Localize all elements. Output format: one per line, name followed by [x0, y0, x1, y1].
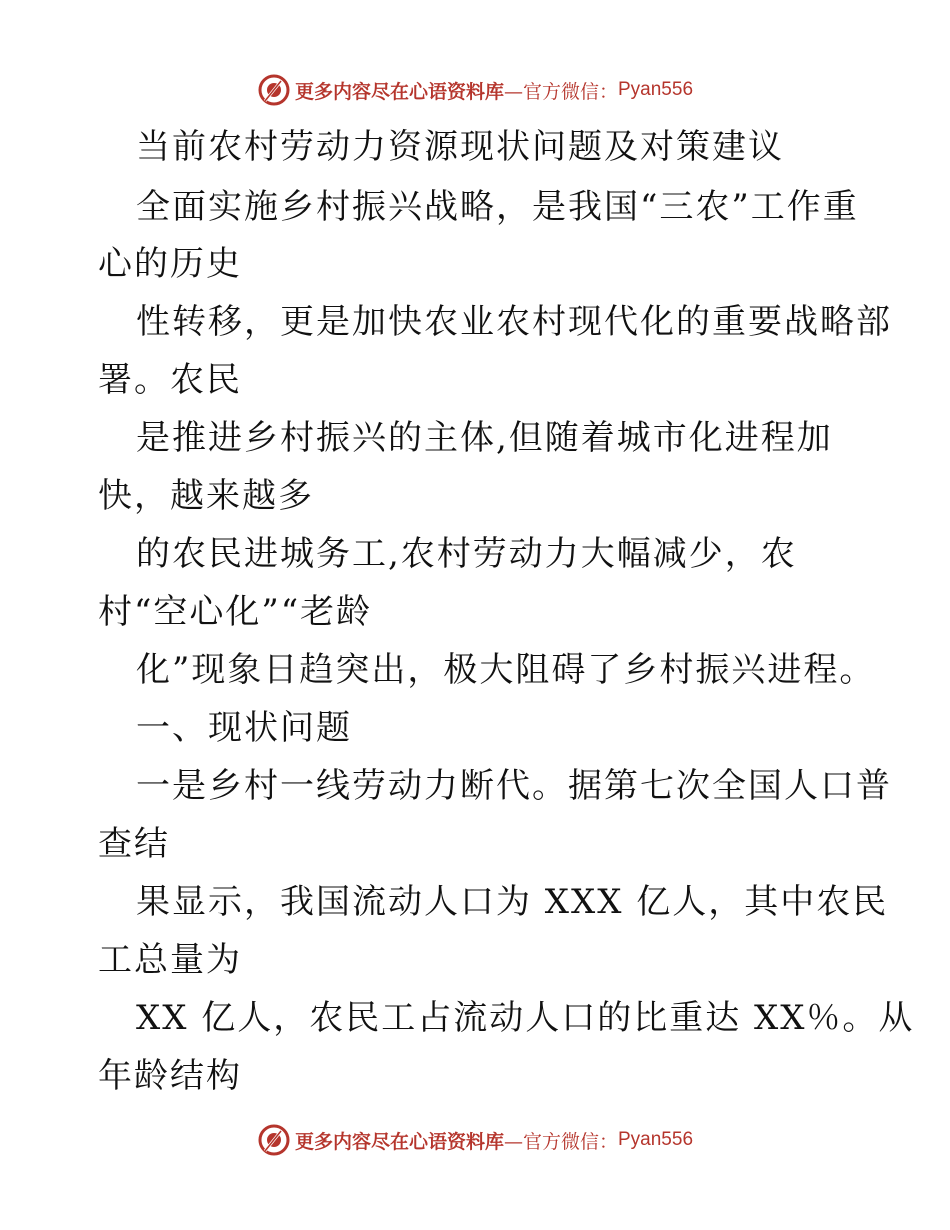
- watermark-brand: 更多内容尽在心语资料库: [294, 80, 504, 103]
- watermark-wechat-id: Pyan556: [618, 1129, 694, 1150]
- brand-logo-icon: [257, 73, 291, 107]
- watermark-footer-bottom: [0, 1120, 950, 1160]
- brand-logo-icon: [257, 1123, 291, 1157]
- text-line: 化”现象日趋突出，极大阻碍了乡村振兴进程。: [136, 650, 876, 690]
- text-line: 署。农民: [98, 360, 242, 400]
- text-line: 果显示，我国流动人口为 XXX 亿人，其中农民: [136, 882, 889, 922]
- text-line: 性转移，更是加快农业农村现代化的重要战略部: [136, 302, 892, 342]
- document-title: 当前农村劳动力资源现状问题及对策建议: [136, 127, 784, 167]
- text-line: XX 亿人，农民工占流动人口的比重达 XX％。从: [136, 998, 915, 1038]
- text-line: 一是乡村一线劳动力断代。据第七次全国人口普: [136, 766, 892, 806]
- watermark-header-top: [0, 70, 950, 110]
- text-line: 全面实施乡村振兴战略，是我国“三农”工作重: [136, 187, 859, 227]
- text-line: 的农民进城务工,农村劳动力大幅减少，农: [136, 534, 797, 574]
- text-line: 工总量为: [98, 940, 242, 980]
- text-line: 快，越来越多: [98, 476, 314, 516]
- text-line: 查结: [98, 824, 170, 864]
- section-heading: 一、现状问题: [136, 708, 352, 748]
- watermark-separator: —官方微信：: [503, 80, 618, 103]
- watermark-brand: 更多内容尽在心语资料库: [294, 1130, 504, 1153]
- text-line: 心的历史: [98, 244, 242, 284]
- text-line: 是推进乡村振兴的主体,但随着城市化进程加: [136, 418, 833, 458]
- watermark-separator: —官方微信：: [503, 1130, 618, 1153]
- watermark-wechat-id: Pyan556: [618, 79, 694, 100]
- text-line: 村“空心化”“老龄: [98, 592, 373, 632]
- text-line: 年龄结构: [98, 1056, 242, 1096]
